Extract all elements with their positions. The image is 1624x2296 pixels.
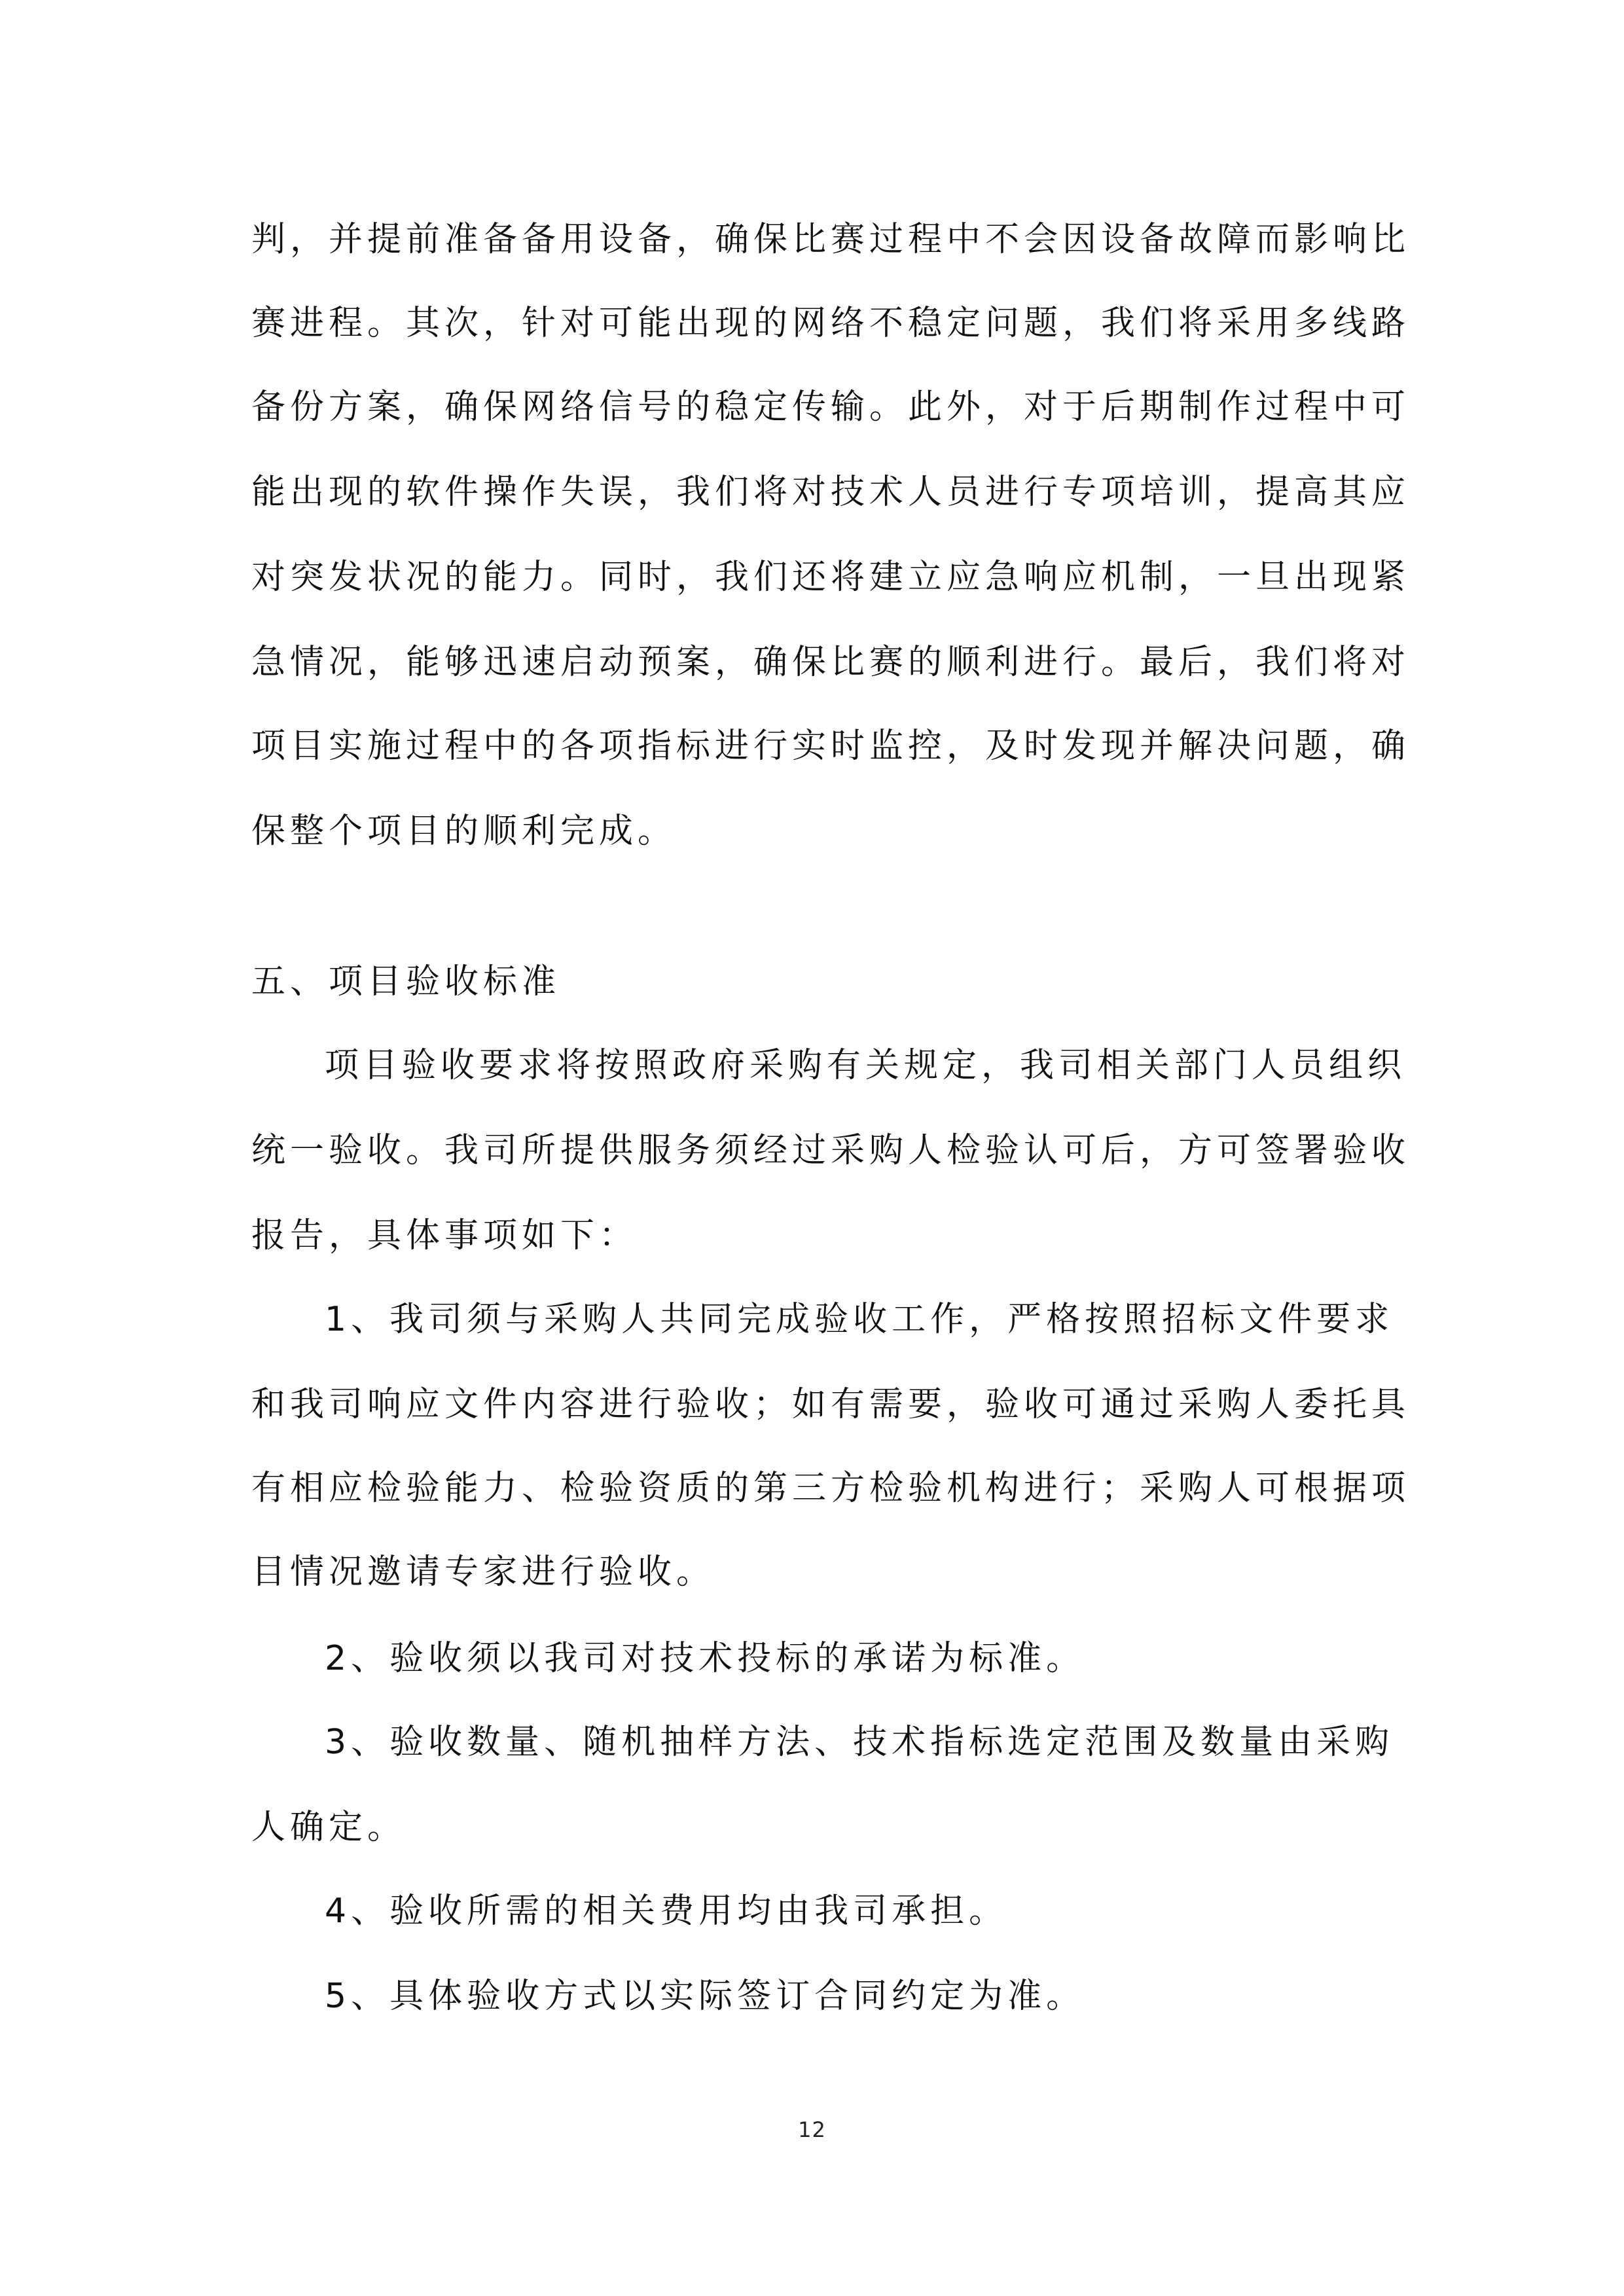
list-item-line: 2、验收须以我司对技术投标的承诺为标准。 bbox=[325, 1639, 1085, 1678]
paragraph-line: 判，并提前准备备用设备，确保比赛过程中不会因设备故障而影响比 bbox=[251, 220, 1411, 259]
list-item-line: 人确定。 bbox=[251, 1808, 406, 1847]
paragraph-line: 赛进程。其次，针对可能出现的网络不稳定问题，我们将采用多线路 bbox=[251, 304, 1411, 343]
paragraph-line: 报告，具体事项如下： bbox=[251, 1216, 638, 1255]
list-item-line: 4、验收所需的相关费用均由我司承担。 bbox=[325, 1892, 1008, 1931]
paragraph-line: 项目实施过程中的各项指标进行实时监控，及时发现并解决问题，确 bbox=[251, 726, 1411, 766]
paragraph-line: 对突发状况的能力。同时，我们还将建立应急响应机制，一旦出现紧 bbox=[251, 558, 1411, 597]
paragraph-line: 能出现的软件操作失误，我们将对技术人员进行专项培训，提高其应 bbox=[251, 473, 1411, 512]
list-item-line: 目情况邀请专家进行验收。 bbox=[251, 1552, 715, 1592]
list-item-line: 5、具体验收方式以实际签订合同约定为准。 bbox=[325, 1977, 1085, 2016]
page-number: 12 bbox=[798, 2117, 826, 2142]
paragraph-line: 统一验收。我司所提供服务须经过采购人检验认可后，方可签署验收 bbox=[251, 1131, 1411, 1170]
paragraph-line: 急情况，能够迅速启动预案，确保比赛的顺利进行。最后，我们将对 bbox=[251, 643, 1411, 682]
list-item-line: 有相应检验能力、检验资质的第三方检验机构进行；采购人可根据项 bbox=[251, 1469, 1411, 1508]
paragraph-line: 项目验收要求将按照政府采购有关规定，我司相关部门人员组织 bbox=[325, 1046, 1407, 1085]
section-heading: 五、项目验收标准 bbox=[251, 962, 561, 1001]
list-item-line: 1、我司须与采购人共同完成验收工作，严格按照招标文件要求 bbox=[325, 1300, 1394, 1339]
list-item-line: 3、验收数量、随机抽样方法、技术指标选定范围及数量由采购 bbox=[325, 1723, 1394, 1762]
paragraph-line: 备份方案，确保网络信号的稳定传输。此外，对于后期制作过程中可 bbox=[251, 387, 1411, 427]
list-item-line: 和我司响应文件内容进行验收；如有需要，验收可通过采购人委托具 bbox=[251, 1385, 1411, 1424]
paragraph-line: 保整个项目的顺利完成。 bbox=[251, 812, 677, 851]
